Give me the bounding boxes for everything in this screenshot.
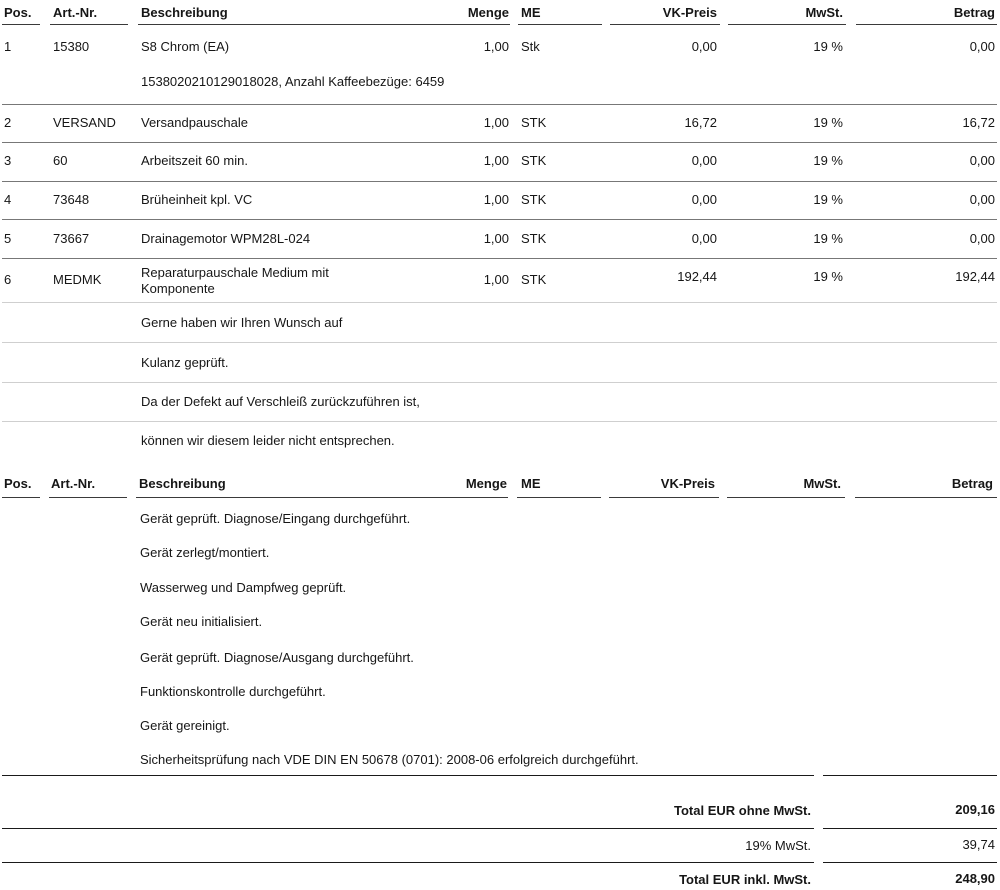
note-line: Gerne haben wir Ihren Wunsch auf	[141, 315, 343, 330]
total-vat-value: 39,74	[962, 837, 995, 852]
cell-quantity: 1,00	[483, 272, 509, 287]
cell-amount: 0,00	[969, 192, 995, 207]
col-header-quantity: Menge	[467, 5, 509, 20]
note-line: Da der Defekt auf Verschleiß zurückzuführen ist,	[141, 394, 420, 409]
divider	[2, 24, 40, 25]
col-header-pos: Pos.	[4, 5, 32, 20]
row-divider	[2, 142, 997, 143]
row-divider	[2, 258, 997, 259]
col-header-unit: ME	[521, 5, 541, 20]
cell-vat: 19 %	[813, 192, 843, 207]
divider	[855, 497, 997, 498]
totals-divider	[2, 862, 814, 863]
cell-pos: 4	[4, 192, 12, 207]
cell-price: 0,00	[691, 231, 717, 246]
totals-divider	[2, 775, 814, 776]
cell-amount: 0,00	[969, 231, 995, 246]
list-item: Gerät neu initialisiert.	[140, 614, 263, 629]
list-item: Gerät geprüft. Diagnose/Ausgang durchgeführt.	[140, 650, 414, 665]
cell-unit: STK	[521, 272, 547, 287]
cell-unit: STK	[521, 192, 547, 207]
divider	[727, 497, 845, 498]
cell-quantity: 1,00	[483, 231, 509, 246]
col-header-unit: ME	[521, 476, 541, 491]
cell-quantity: 1,00	[483, 39, 509, 54]
cell-price: 192,44	[677, 269, 717, 284]
row-divider	[2, 219, 997, 220]
cell-unit: STK	[521, 115, 547, 130]
total-vat-label: 19% MwSt.	[745, 838, 811, 853]
totals-divider	[823, 862, 997, 863]
divider	[517, 497, 601, 498]
list-item: Gerät geprüft. Diagnose/Eingang durchgeführt.	[140, 511, 411, 526]
cell-price: 0,00	[691, 192, 717, 207]
row-divider	[2, 302, 997, 303]
total-net-label: Total EUR ohne MwSt.	[674, 803, 811, 818]
row-divider	[2, 421, 997, 422]
cell-amount: 192,44	[955, 269, 995, 284]
col-header-quantity: Menge	[465, 476, 507, 491]
cell-art-nr: VERSAND	[53, 115, 116, 130]
cell-vat: 19 %	[813, 39, 843, 54]
cell-description: S8 Chrom (EA)	[141, 39, 230, 54]
total-gross-label: Total EUR inkl. MwSt.	[679, 872, 811, 887]
col-header-amount: Betrag	[951, 476, 993, 491]
cell-description: Brüheinheit kpl. VC	[141, 192, 253, 207]
cell-price: 0,00	[691, 39, 717, 54]
cell-unit: STK	[521, 153, 547, 168]
cell-vat: 19 %	[813, 231, 843, 246]
cell-description: Versandpauschale	[141, 115, 248, 130]
totals-divider	[2, 828, 814, 829]
note-line: können wir diesem leider nicht entsprechen.	[141, 433, 395, 448]
col-header-pos: Pos.	[4, 476, 32, 491]
cell-unit: Stk	[521, 39, 540, 54]
col-header-art-nr: Art.-Nr.	[53, 5, 98, 20]
cell-quantity: 1,00	[483, 192, 509, 207]
total-net-value: 209,16	[955, 802, 995, 817]
col-header-description: Beschreibung	[141, 5, 228, 20]
cell-description-line2: Komponente	[141, 281, 215, 296]
divider	[728, 24, 846, 25]
col-header-art-nr: Art.-Nr.	[51, 476, 96, 491]
row-divider	[2, 104, 997, 105]
col-header-vat: MwSt.	[805, 5, 843, 20]
cell-description: Drainagemotor WPM28L-024	[141, 231, 311, 246]
cell-art-nr: 73667	[53, 231, 90, 246]
divider	[138, 24, 510, 25]
divider	[49, 497, 127, 498]
row-divider	[2, 342, 997, 343]
list-item: Funktionskontrolle durchgeführt.	[140, 684, 326, 699]
list-item: Gerät zerlegt/montiert.	[140, 545, 270, 560]
col-header-price: VK-Preis	[660, 476, 715, 491]
cell-description: Arbeitszeit 60 min.	[141, 153, 248, 168]
divider	[136, 497, 508, 498]
list-item: Sicherheitsprüfung nach VDE DIN EN 50678 (0701): 2008-06 erfolgreich durchgeführt.	[140, 752, 639, 767]
cell-description: Reparaturpauschale Medium mit	[141, 265, 329, 280]
row-divider	[2, 181, 997, 182]
cell-art-nr: 73648	[53, 192, 90, 207]
divider	[856, 24, 997, 25]
cell-amount: 16,72	[962, 115, 995, 130]
list-item: Wasserweg und Dampfweg geprüft.	[140, 580, 347, 595]
cell-price: 16,72	[684, 115, 717, 130]
note-line: Kulanz geprüft.	[141, 355, 229, 370]
cell-vat: 19 %	[813, 269, 843, 284]
divider	[610, 24, 720, 25]
cell-vat: 19 %	[813, 115, 843, 130]
row-divider	[2, 382, 997, 383]
cell-extra-info: 1538020210129018028, Anzahl Kaffeebezüge: 6459	[141, 74, 445, 89]
cell-art-nr: 60	[53, 153, 68, 168]
cell-unit: STK	[521, 231, 547, 246]
cell-quantity: 1,00	[483, 115, 509, 130]
cell-amount: 0,00	[969, 153, 995, 168]
col-header-description: Beschreibung	[139, 476, 226, 491]
totals-divider	[823, 775, 997, 776]
cell-pos: 6	[4, 272, 12, 287]
cell-price: 0,00	[691, 153, 717, 168]
cell-amount: 0,00	[969, 39, 995, 54]
cell-art-nr: MEDMK	[53, 272, 102, 287]
col-header-price: VK-Preis	[662, 5, 717, 20]
cell-pos: 5	[4, 231, 12, 246]
col-header-vat: MwSt.	[803, 476, 841, 491]
cell-pos: 2	[4, 115, 12, 130]
divider	[50, 24, 128, 25]
cell-art-nr: 15380	[53, 39, 90, 54]
cell-quantity: 1,00	[483, 153, 509, 168]
divider	[2, 497, 40, 498]
cell-vat: 19 %	[813, 153, 843, 168]
divider	[609, 497, 719, 498]
totals-divider	[823, 828, 997, 829]
col-header-amount: Betrag	[953, 5, 995, 20]
list-item: Gerät gereinigt.	[140, 718, 230, 733]
cell-pos: 1	[4, 39, 12, 54]
divider	[518, 24, 602, 25]
total-gross-value: 248,90	[955, 871, 995, 886]
cell-pos: 3	[4, 153, 12, 168]
